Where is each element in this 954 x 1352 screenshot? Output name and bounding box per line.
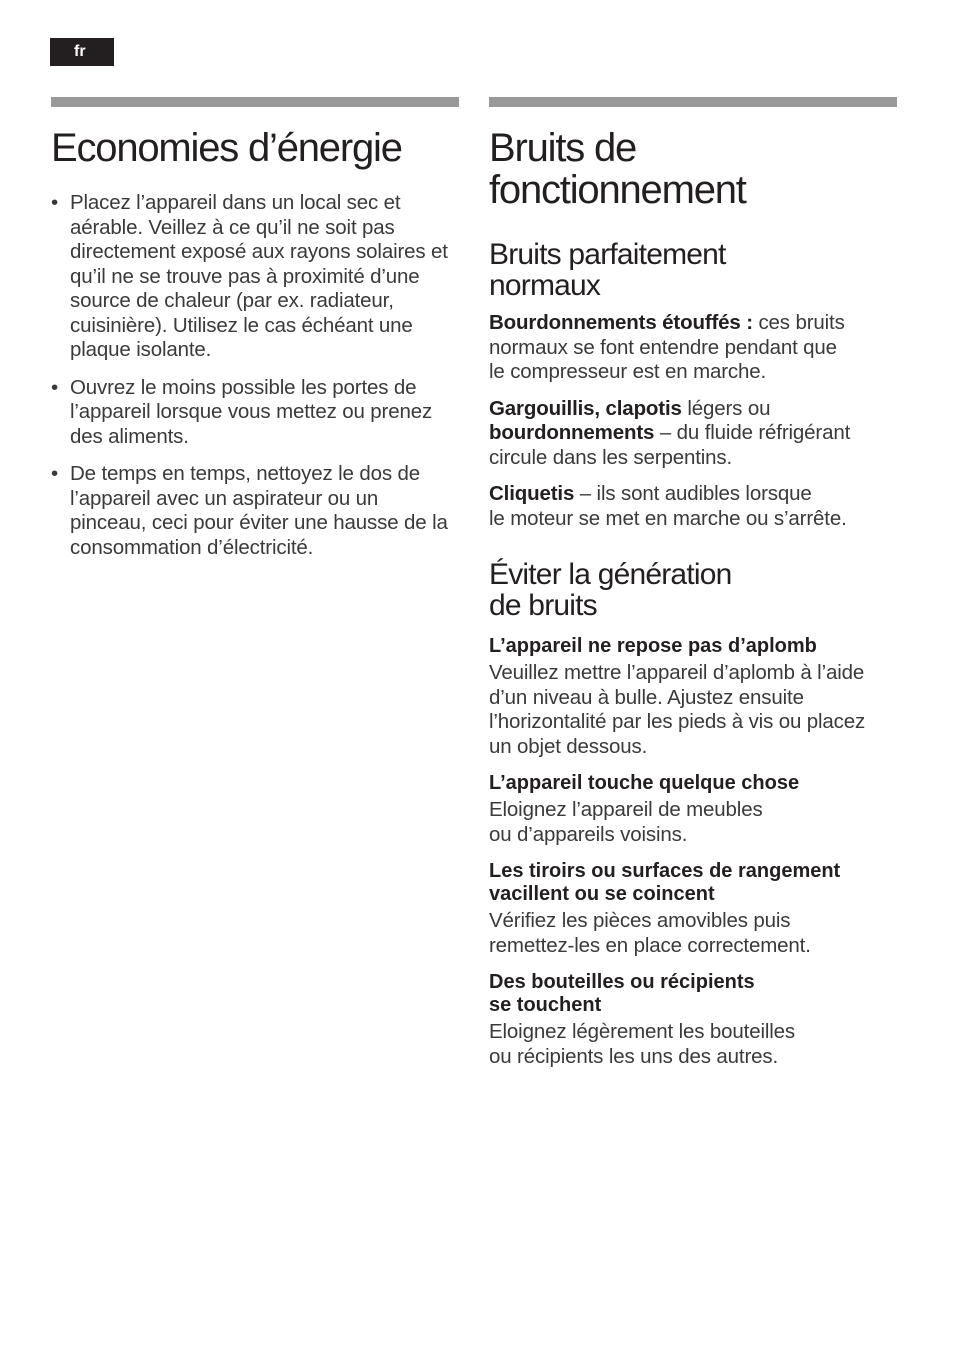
heading-line: normaux: [489, 269, 601, 302]
problem-text: [489, 798, 897, 847]
term-label: Bourdonnements étouffés :: [489, 311, 753, 334]
text-line: normaux se font entendre pendant que: [489, 335, 837, 359]
bullet-icon: •: [51, 462, 59, 485]
bullet-icon: •: [51, 375, 59, 399]
energy-tips-list: [51, 191, 459, 560]
problem-item: [489, 772, 897, 847]
normal-noise-click: [489, 482, 897, 531]
operating-noise-column: [489, 97, 897, 1069]
list-item-text: Ouvrez le moins possible les portes de l’appareil lorsque vous mettez ou prenez des aliments.: [70, 375, 433, 448]
text-line: circule dans les serpentins.: [489, 445, 733, 469]
problem-item: [489, 860, 897, 958]
list-item: [51, 462, 459, 560]
section-rule: [51, 97, 459, 107]
heading-line: Éviter la génération: [489, 558, 732, 591]
text-line: – ils sont audibles lorsque: [574, 482, 812, 505]
text-line: Vérifiez les pièces amovibles puis: [489, 909, 791, 932]
text-line: – du fluide réfrigérant: [654, 421, 851, 444]
heading-line: Bruits parfaitement: [489, 238, 726, 271]
term-label: Cliquetis: [489, 482, 575, 505]
list-item-text: De temps en temps, nettoyez le dos de l’appareil avec un aspirateur ou un pinceau, ceci pour éviter une hausse de la consommation d’électricité.: [70, 462, 448, 559]
normal-noise-hum: [489, 311, 897, 385]
section-rule: [489, 97, 897, 107]
problem-item: [489, 971, 897, 1069]
title-line: Bruits de: [489, 126, 637, 170]
text-line: ces bruits: [752, 311, 845, 334]
problem-heading: [489, 635, 897, 658]
problem-heading: [489, 971, 897, 1017]
text-line: Eloignez légèrement les bouteilles: [489, 1020, 796, 1043]
text-line: ou récipients les uns des autres.: [489, 1044, 779, 1068]
heading-line: L’appareil touche quelque chose: [489, 772, 800, 794]
language-tab: fr: [50, 38, 114, 66]
heading-line: L’appareil ne repose pas d’aplomb: [489, 635, 817, 657]
text-line: le compresseur est en marche.: [489, 360, 767, 383]
term-label: bourdonnements: [489, 421, 655, 444]
text-line: légers ou: [681, 396, 771, 420]
heading-line: vacillent ou se coincent: [489, 883, 715, 905]
text-line: le moteur se met en marche ou s’arrête.: [489, 506, 847, 530]
text-line: remettez-les en place correctement.: [489, 933, 811, 957]
heading-line: se touchent: [489, 994, 602, 1016]
problem-text: [489, 1020, 897, 1069]
normal-noises-heading: [489, 239, 897, 301]
avoid-noise-heading: [489, 559, 897, 621]
energy-saving-title: Economies d’énergie: [51, 126, 402, 170]
list-item: [51, 191, 459, 363]
text-line: Eloignez l’appareil de meubles: [489, 798, 763, 821]
heading-line: de bruits: [489, 589, 597, 622]
normal-noise-gurgle: [489, 397, 897, 471]
text-line: l’horizontalité par les pieds à vis ou placez: [489, 710, 866, 733]
heading-line: Les tiroirs ou surfaces de rangement: [489, 860, 841, 882]
bullet-icon: •: [51, 191, 59, 214]
title-line: fonctionnement: [489, 168, 746, 212]
problem-heading: [489, 772, 897, 795]
text-line: un objet dessous.: [489, 734, 648, 758]
list-item-text: Placez l’appareil dans un local sec et aérable. Veillez à ce qu’il ne soit pas directement exposé aux rayons solaires et qu’il ne se trouve pas à proximité d’une source de chaleur (par ex. radiateur, cuisinière). Utilisez le cas échéant une plaque isolante.: [70, 191, 448, 361]
heading-line: Des bouteilles ou récipients: [489, 971, 755, 993]
text-line: d’un niveau à bulle. Ajustez ensuite: [489, 685, 804, 709]
energy-saving-column: [51, 97, 459, 573]
problem-heading: [489, 860, 897, 906]
problem-item: [489, 635, 897, 759]
problem-text: [489, 661, 897, 759]
text-line: ou d’appareils voisins.: [489, 822, 688, 846]
term-label: Gargouillis, clapotis: [489, 396, 682, 420]
text-line: Veuillez mettre l’appareil d’aplomb à l’aide: [489, 661, 865, 684]
problem-text: [489, 909, 897, 958]
operating-noise-title: [489, 127, 897, 211]
list-item: [51, 376, 459, 450]
